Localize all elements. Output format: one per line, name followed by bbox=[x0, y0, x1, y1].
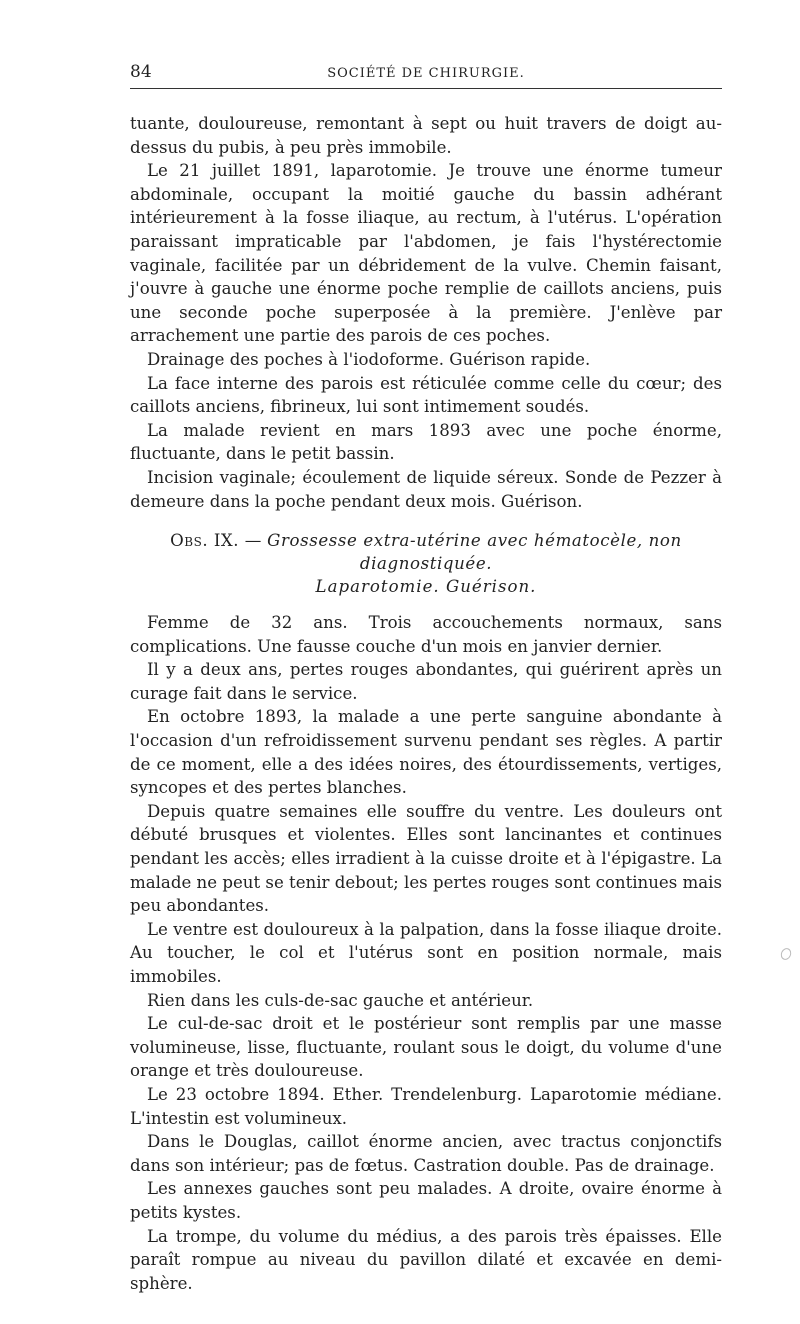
paragraph: Rien dans les culs-de-sac gauche et antérieur. bbox=[147, 990, 534, 1010]
paragraph: En octobre 1893, la malade a une perte sanguine abondante à l'occasion d'un refroidissement survenu pendant ses règles. A partir de ce moment, elle a des idées noires, des étourdissements, vertiges, syncopes et des pertes blanches. bbox=[130, 707, 722, 798]
paragraph: Le 21 juillet 1891, laparotomie. Je trouve une énorme tumeur abdominale, occupant la moitié gauche du bassin adhérant intérieurement à la fosse iliaque, au rectum, à l'utérus. L'opération paraissant impraticable par l'abdomen, je fais l'hystérectomie vaginale, facilitée par un débridement de la vulve. Chemin faisant, j'ouvre à gauche une énorme poche remplie de caillots anciens, puis une seconde poche superposée à la première. J'enlève par arrachement une partie des parois de ces poches. bbox=[130, 161, 722, 346]
paragraph: Dans le Douglas, caillot énorme ancien, avec tractus conjonctifs dans son intérieur; pas de fœtus. Castration double. Pas de drainage. bbox=[130, 1132, 722, 1175]
paragraph: Le cul-de-sac droit et le postérieur sont remplis par une masse volumineuse, lisse, fluctuante, roulant sous le doigt, du volume d'une orange et très douloureuse. bbox=[130, 1014, 722, 1081]
body-text bbox=[130, 112, 722, 1295]
observation-heading bbox=[130, 529, 722, 598]
paragraph: Il y a deux ans, pertes rouges abondantes, qui guérirent après un curage fait dans le service. bbox=[130, 660, 722, 703]
page-number: 84 bbox=[130, 62, 152, 82]
paragraph: La trompe, du volume du médius, a des parois très épaisses. Elle paraît rompue au niveau du pavillon dilaté et excavée en demi-sphère. bbox=[130, 1226, 722, 1293]
paragraph: Drainage des poches à l'iodoforme. Guérison rapide. bbox=[147, 349, 591, 369]
paragraph: Femme de 32 ans. Trois accouchements normaux, sans complications. Une fausse couche d'un mois en janvier dernier. bbox=[130, 613, 722, 656]
paragraph: Les annexes gauches sont peu malades. A droite, ovaire énorme à petits kystes. bbox=[130, 1179, 722, 1222]
paragraph: La malade revient en mars 1893 avec une poche énorme, fluctuante, dans le petit bassin. bbox=[130, 420, 722, 464]
observation-title: Grossesse extra-utérine avec hématocèle, non diagnostiquée. bbox=[267, 531, 682, 574]
observation-label: Obs. IX. — bbox=[170, 531, 262, 551]
paper-speck bbox=[779, 946, 793, 961]
running-head: SOCIÉTÉ DE CHIRURGIE. bbox=[327, 66, 525, 81]
observation-subtitle: Laparotomie. Guérison. bbox=[315, 577, 537, 597]
paragraph: Le 23 octobre 1894. Ether. Trendelenburg. Laparotomie médiane. L'intestin est volumineux. bbox=[130, 1084, 722, 1128]
paragraph: Le ventre est douloureux à la palpation, dans la fosse iliaque droite. Au toucher, le col et l'utérus sont en position normale, mais immobiles. bbox=[130, 919, 722, 986]
page-header bbox=[130, 62, 722, 89]
paragraph: tuante, douloureuse, remontant à sept ou huit travers de doigt au-dessus du pubis, à peu près immobile. bbox=[130, 114, 722, 157]
paragraph: Depuis quatre semaines elle souffre du ventre. Les douleurs ont débuté brusques et violentes. Elles sont lancinantes et continues pendant les accès; elles irradient à la cuisse droite et à l'épigastre. La malade ne peut se tenir debout; les pertes rouges sont continues mais peu abondantes. bbox=[130, 801, 722, 916]
paragraph: La face interne des parois est réticulée comme celle du cœur; des caillots anciens, fibrineux, lui sont intimement soudés. bbox=[130, 373, 722, 417]
paragraph: Incision vaginale; écoulement de liquide séreux. Sonde de Pezzer à demeure dans la poche pendant deux mois. Guérison. bbox=[130, 467, 722, 511]
